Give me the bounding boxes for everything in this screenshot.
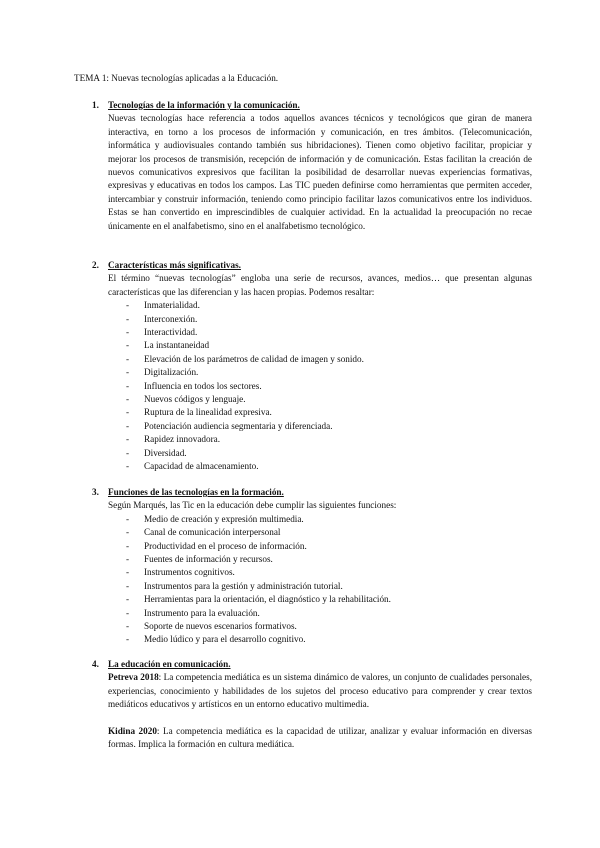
list-item: [92, 607, 532, 620]
list-item-text: Instrumentos cognitivos.: [144, 567, 235, 578]
functions-list: [92, 513, 532, 647]
section-title: Tecnologías de la información y la comunicación.: [108, 100, 300, 110]
list-item: [92, 460, 532, 473]
list-item-text: Soporte de nuevos escenarios formativos.: [144, 621, 297, 632]
bullet-dash: -: [126, 513, 130, 524]
list-item: [92, 433, 532, 446]
list-item-text: Nuevos códigos y lenguaje.: [144, 394, 246, 405]
section-number: 4.: [92, 659, 99, 669]
bullet-dash: -: [126, 367, 130, 378]
list-item: [92, 339, 532, 352]
list-item-text: Productividad en el proceso de información.: [144, 540, 307, 551]
bullet-dash: -: [126, 461, 130, 472]
bullet-dash: -: [126, 420, 130, 431]
list-item-text: Inmaterialidad.: [144, 300, 200, 311]
list-item: [92, 420, 532, 433]
list-item-text: Interactividad.: [144, 327, 198, 338]
bullet-dash: -: [126, 621, 130, 632]
list-item-text: Medio lúdico y para el desarrollo cognitivo.: [144, 634, 306, 645]
section-2-heading: [92, 259, 532, 272]
list-item: [92, 380, 532, 393]
list-item-text: Diversidad.: [144, 447, 187, 458]
section-title: La educación en comunicación.: [108, 659, 231, 669]
list-item: [92, 593, 532, 606]
list-item: [92, 326, 532, 339]
list-item: [92, 299, 532, 312]
bullet-dash: -: [126, 313, 130, 324]
bullet-dash: -: [126, 327, 130, 338]
list-item: [92, 553, 532, 566]
bullet-dash: -: [126, 634, 130, 645]
bullet-dash: -: [126, 353, 130, 364]
section-number: 2.: [92, 260, 99, 270]
list-item: [92, 353, 532, 366]
list-item-text: Potenciación audiencia segmentaria y diferenciada.: [144, 420, 333, 431]
list-item-text: Herramientas para la orientación, el diagnóstico y la rehabilitación.: [144, 594, 391, 605]
quote-paragraph: [108, 725, 532, 752]
quote-paragraph: [108, 671, 532, 711]
bullet-dash: -: [126, 554, 130, 565]
bullet-dash: -: [126, 527, 130, 538]
section-4: [92, 658, 532, 752]
list-item: [92, 513, 532, 526]
list-item-text: Elevación de los parámetros de calidad de imagen y sonido.: [144, 353, 364, 364]
bullet-dash: -: [126, 380, 130, 391]
list-item: [92, 580, 532, 593]
bullet-dash: -: [126, 394, 130, 405]
section-4-heading: [92, 658, 532, 671]
list-item-text: Rapidez innovadora.: [144, 434, 221, 445]
section-3-heading: [92, 486, 532, 499]
bullet-dash: -: [126, 540, 130, 551]
list-item-text: Instrumentos para la gestión y administración tutorial.: [144, 580, 343, 591]
list-item-text: Digitalización.: [144, 367, 199, 378]
list-item-text: Medio de creación y expresión multimedia.: [144, 513, 304, 524]
section-3-paragraph: Según Marqués, las Tic en la educación debe cumplir las siguientes funciones:: [108, 500, 397, 511]
list-item: [92, 313, 532, 326]
bullet-dash: -: [126, 340, 130, 351]
list-item: [92, 406, 532, 419]
list-item-text: Instrumento para la evaluación.: [144, 607, 260, 618]
section-title: Funciones de las tecnologías en la formación.: [108, 487, 284, 497]
list-item: [92, 447, 532, 460]
list-item-text: Fuentes de información y recursos.: [144, 554, 273, 565]
section-2-paragraph: El término “nuevas tecnologías” engloba una serie de recursos, avances, medios… que presentan algunas características que las diferencian y las hacen propias. Podemos resaltar:: [108, 273, 532, 297]
list-item-text: La instantaneidad: [144, 340, 210, 351]
list-item-text: Interconexión.: [144, 313, 198, 324]
bullet-dash: -: [126, 447, 130, 458]
bullet-dash: -: [126, 407, 130, 418]
section-1: [92, 99, 532, 233]
list-item: [92, 540, 532, 553]
list-item-text: Influencia en todos los sectores.: [144, 380, 262, 391]
section-1-paragraph: Nuevas tecnologías hace referencia a todos aquellos avances técnicos y tecnológicos que giran de manera interactiva, en torno a los procesos de información y comunicación, en tres ámbitos. (Telecomunicación, informática y audiovisuales contando también sus hibridaciones). Tienen como objetivo facilitar, propiciar y mejorar los procesos de transmisión, recepción de información y de comunicación. Estas facilitan la creación de nuevos comunicativos expresivos que facilitan la posibilidad de desarrollar nuevas experiencias formativas, expresivas y educativas en todos los campos. Las TIC pueden definirse como herramientas que permiten acceder, intercambiar y construir información, teniendo como principio facilitar lazos comunicativos entre los individuos. Estas se han convertido en imprescindibles de cualquier actividad. En la actualidad la preocupación no recae únicamente en el analfabetismo, sino en el analfabetismo tecnológico.: [108, 113, 532, 231]
bullet-dash: -: [126, 300, 130, 311]
bullet-dash: -: [126, 567, 130, 578]
quote-text: : La competencia mediática es un sistema dinámico de valores, un conjunto de cualidades personales, experiencias, conocimiento y habilidades de los sujetos del proceso educativo para comprender y crear textos mediáticos educativos y artísticos en un entorno educativo multimedia.: [108, 672, 532, 710]
section-title: Características más significativas.: [108, 260, 241, 270]
bullet-dash: -: [126, 594, 130, 605]
bullet-dash: -: [126, 607, 130, 618]
bullet-dash: -: [126, 434, 130, 445]
quote-text: : La competencia mediática es la capacidad de utilizar, analizar y evaluar información en diversas formas. Implica la formación en cultura mediática.: [108, 726, 532, 750]
quote-author: Petreva 2018: [108, 672, 159, 683]
section-number: 3.: [92, 487, 99, 497]
list-item: [92, 366, 532, 379]
document-title: TEMA 1: Nuevas tecnologías aplicadas a la Educación.: [74, 73, 279, 83]
section-1-heading: [92, 99, 532, 112]
list-item: [92, 393, 532, 406]
characteristics-list: [92, 299, 532, 473]
section-number: 1.: [92, 100, 99, 110]
list-item-text: Ruptura de la linealidad expresiva.: [144, 407, 272, 418]
list-item-text: Capacidad de almacenamiento.: [144, 461, 259, 472]
list-item: [92, 526, 532, 539]
bullet-dash: -: [126, 580, 130, 591]
section-3: [92, 486, 532, 647]
list-item: [92, 566, 532, 579]
list-item: [92, 633, 532, 646]
quote-author: Kidina 2020: [108, 726, 157, 737]
section-2: [92, 259, 532, 474]
list-item-text: Canal de comunicación interpersonal: [144, 527, 281, 538]
list-item: [92, 620, 532, 633]
